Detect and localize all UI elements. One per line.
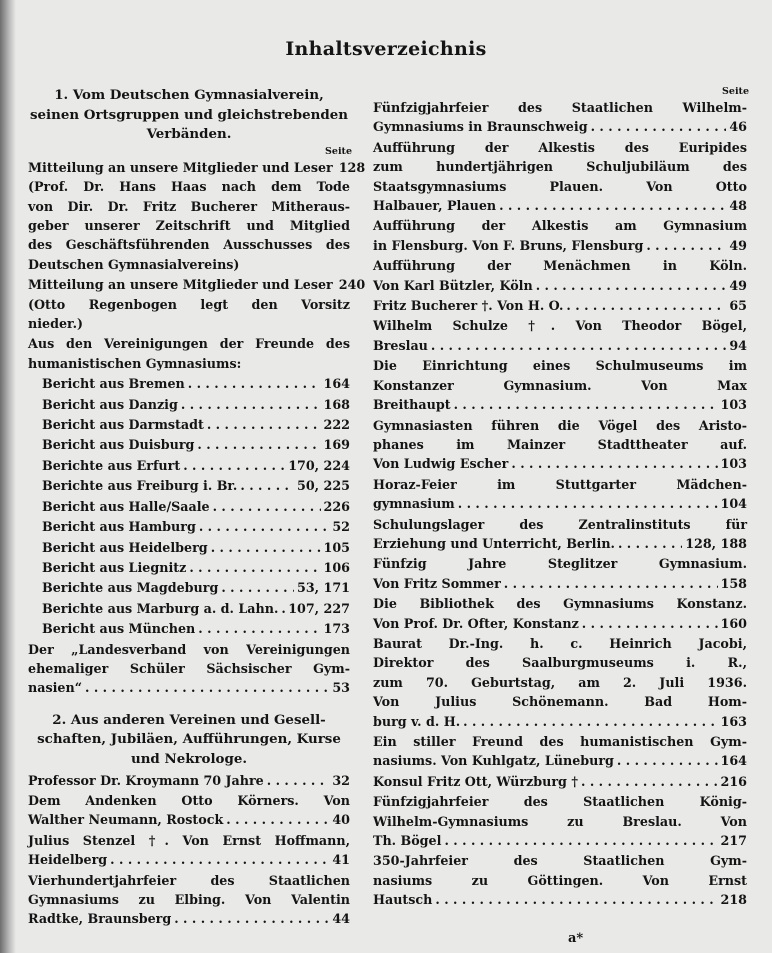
toc-entry-text: Von Ludwig Escher bbox=[373, 456, 509, 472]
toc-entry-text: Ein stiller Freund des humanistischen Gym- bbox=[373, 734, 747, 749]
toc-entry bbox=[373, 594, 747, 633]
page-number: 160 bbox=[720, 615, 747, 631]
toc-entry-text: Bericht aus Liegnitz bbox=[42, 559, 187, 575]
page-number: 105 bbox=[323, 539, 350, 555]
dot-leader bbox=[188, 374, 321, 393]
toc-entry-text: Aufführung der Alkestis am Gymnasium bbox=[373, 218, 747, 234]
toc-entry-line bbox=[373, 851, 747, 870]
page-number: 216 bbox=[720, 773, 747, 789]
toc-entry-text: Mitteilung an unsere Mitglieder und Leser bbox=[28, 159, 333, 175]
toc-entry bbox=[373, 356, 747, 414]
toc-entry bbox=[28, 395, 350, 414]
section-heading-line: und Nekrologe. bbox=[130, 750, 248, 767]
right-column bbox=[373, 86, 747, 911]
toc-entry-line bbox=[28, 334, 350, 353]
toc-entry-text: Bericht aus Darmstadt bbox=[42, 417, 204, 433]
toc-entry-line bbox=[373, 296, 747, 315]
toc-entry-text: nasien“ bbox=[28, 680, 83, 696]
toc-entry-text: Aufführung der Alkestis des Euripides bbox=[373, 139, 747, 155]
toc-entry-line bbox=[28, 678, 350, 697]
dot-leader bbox=[189, 558, 320, 577]
toc-entry-line bbox=[373, 653, 747, 672]
toc-entry-line bbox=[28, 275, 366, 294]
toc-entry-line bbox=[28, 235, 350, 254]
toc-entry-text: Von Julius Schönemann. Bad Hom- bbox=[373, 694, 747, 710]
toc-entry-line bbox=[28, 659, 350, 678]
page-number: 128 bbox=[338, 159, 366, 175]
toc-entry bbox=[373, 851, 747, 909]
toc-entry bbox=[28, 558, 350, 577]
toc-entry-line bbox=[28, 810, 350, 829]
toc-entry-text: Walther Neumann, Rostock bbox=[28, 812, 224, 828]
toc-entry-text: Breithaupt bbox=[373, 397, 451, 413]
toc-entry-line bbox=[373, 395, 747, 414]
page-number: 49 bbox=[729, 237, 747, 253]
page-number: 164 bbox=[323, 376, 350, 392]
toc-entry-text: Radtke, Braunsberg bbox=[28, 911, 172, 927]
dot-leader bbox=[463, 712, 717, 731]
toc-entry-text: Vierhundertjahrfeier des Staatlichen bbox=[28, 872, 350, 888]
toc-entry-line bbox=[28, 216, 350, 235]
section-heading bbox=[28, 711, 350, 770]
toc-entry bbox=[373, 634, 747, 731]
page-title: Inhaltsverzeichnis bbox=[285, 38, 487, 60]
toc-entry-line bbox=[373, 634, 747, 653]
page-number: 94 bbox=[729, 337, 747, 353]
toc-entry-text: Breslau bbox=[373, 337, 428, 353]
toc-entry-text: Hautsch bbox=[373, 892, 433, 908]
toc-entry-line bbox=[373, 534, 747, 553]
dot-leader bbox=[281, 599, 285, 618]
page-number: 128, 188 bbox=[685, 535, 747, 551]
toc-entry-line bbox=[373, 712, 747, 731]
toc-entry-line bbox=[373, 732, 747, 751]
toc-entry bbox=[28, 456, 350, 475]
toc-entry-text: humanistischen Gymnasiums: bbox=[28, 355, 242, 371]
section-heading-line: Verbänden. bbox=[146, 126, 232, 143]
toc-entry bbox=[373, 296, 747, 315]
toc-entry-text: burg v. d. H. bbox=[373, 713, 461, 729]
section-heading-line: seinen Ortsgruppen und gleichstrebenden bbox=[29, 106, 348, 123]
section-heading-line: 1. Vom Deutschen Gymnasialverein, bbox=[54, 87, 324, 103]
page-number: 48 bbox=[729, 198, 747, 214]
toc-entry-line bbox=[28, 871, 350, 890]
toc-entry-text: Bericht aus Duisburg bbox=[42, 437, 195, 453]
page-number: 173 bbox=[323, 621, 350, 637]
section-heading bbox=[28, 86, 350, 145]
toc-entry-line bbox=[373, 138, 747, 157]
page-number: 103 bbox=[720, 397, 747, 413]
toc-entry-text: Fünfzig Jahre Steglitzer Gymnasium. bbox=[373, 556, 747, 572]
signature-mark: a* bbox=[568, 931, 584, 946]
toc-entry-line bbox=[373, 673, 747, 692]
left-column bbox=[28, 86, 366, 930]
toc-entry-line bbox=[373, 871, 747, 890]
section-heading-line: 2. Aus anderen Vereinen und Gesell- bbox=[52, 711, 326, 728]
toc-entry-line bbox=[373, 157, 747, 176]
toc-entry-text: Bericht aus Halle/Saale bbox=[42, 498, 210, 514]
toc-entry bbox=[373, 475, 747, 514]
toc-entry-text: Direktor des Saalburgmuseums i. R., bbox=[373, 655, 747, 671]
toc-entry-line bbox=[373, 494, 747, 513]
toc-entry-text: Konsul Fritz Ott, Würzburg † bbox=[373, 773, 578, 789]
toc-entry bbox=[28, 158, 366, 274]
toc-entry bbox=[28, 275, 366, 333]
dot-leader bbox=[618, 534, 682, 553]
toc-entry-line bbox=[373, 890, 747, 909]
page-number: 107, 227 bbox=[288, 600, 350, 616]
dot-leader bbox=[221, 578, 294, 597]
dot-leader bbox=[511, 454, 717, 473]
toc-entry-text: Aufführung der Menächmen in Köln. bbox=[373, 258, 747, 274]
toc-entry-text: nieder.) bbox=[28, 316, 83, 332]
toc-entry bbox=[373, 256, 747, 295]
toc-entry bbox=[373, 316, 747, 355]
toc-entry-line bbox=[28, 831, 350, 850]
page-number: 65 bbox=[729, 298, 747, 314]
dot-leader bbox=[582, 614, 718, 633]
toc-entry-text: Gymnasiasten führen die Vögel des Aristo- bbox=[373, 417, 747, 433]
toc-entry-text: Wilhelm-Gymnasiums zu Breslau. Von bbox=[373, 813, 747, 829]
toc-entry-text: Heidelberg bbox=[28, 852, 108, 868]
toc-entry-line bbox=[28, 354, 350, 373]
dot-leader bbox=[213, 497, 321, 516]
toc-entry-text: zum 70. Geburtstag, am 2. Juli 1936. bbox=[373, 674, 747, 690]
toc-entry-line bbox=[42, 415, 350, 434]
dot-leader bbox=[646, 236, 726, 255]
page-number: 53, 171 bbox=[297, 580, 350, 596]
toc-entry-line bbox=[28, 791, 350, 810]
toc-entry-line bbox=[373, 236, 747, 255]
toc-entry-line bbox=[42, 558, 350, 577]
toc-entry-line bbox=[373, 792, 747, 811]
toc-entry-line bbox=[373, 475, 747, 494]
toc-entry-text: Bericht aus Danzig bbox=[42, 396, 178, 412]
page-column-label: Seite bbox=[325, 145, 352, 157]
page-number: 104 bbox=[720, 496, 747, 512]
section-gap bbox=[28, 699, 350, 711]
toc-entry-line bbox=[373, 751, 747, 770]
dot-leader bbox=[174, 909, 329, 928]
toc-entry bbox=[373, 515, 747, 554]
toc-entry-text: ehemaliger Schüler Sächsischer Gym- bbox=[28, 660, 350, 676]
toc-entry-line bbox=[373, 376, 747, 395]
toc-entry-text: Aus den Vereinigungen der Freunde des bbox=[28, 336, 350, 352]
toc-entry bbox=[373, 554, 747, 593]
toc-entry-line bbox=[42, 538, 350, 557]
dot-leader bbox=[197, 435, 320, 454]
toc-entry-text: Berichte aus Magdeburg bbox=[42, 580, 219, 596]
toc-entry bbox=[28, 599, 350, 618]
dot-leader bbox=[198, 619, 320, 638]
toc-entry-text: Die Einrichtung eines Schulmuseums im bbox=[373, 358, 747, 374]
toc-entry-text: nasiums zu Göttingen. Von Ernst bbox=[373, 872, 747, 888]
toc-entry-text: Mitteilung an unsere Mitglieder und Leser bbox=[28, 277, 333, 293]
toc-entry bbox=[373, 732, 747, 771]
toc-entry-text: 350-Jahrfeier des Staatlichen Gym- bbox=[373, 853, 747, 869]
toc-entry-text: Baurat Dr.-Ing. h. c. Heinrich Jacobi, bbox=[373, 635, 747, 651]
page-number: 106 bbox=[323, 559, 350, 575]
dot-leader bbox=[591, 117, 727, 136]
toc-entry-line bbox=[373, 98, 747, 117]
page-column-label: Seite bbox=[722, 86, 749, 97]
toc-entry-line bbox=[373, 276, 747, 295]
page-number: 52 bbox=[332, 519, 350, 535]
page-number: 170, 224 bbox=[288, 457, 350, 473]
toc-entry-line bbox=[28, 158, 366, 177]
toc-entry-line bbox=[373, 594, 747, 613]
toc-entry-text: Bericht aus Heidelberg bbox=[42, 539, 208, 555]
toc-entry bbox=[28, 831, 350, 870]
page-number: 40 bbox=[332, 812, 350, 828]
toc-entry-line bbox=[42, 497, 350, 516]
page-number: 50, 225 bbox=[297, 478, 350, 494]
page-number: 218 bbox=[720, 892, 747, 908]
toc-entry bbox=[28, 497, 350, 516]
toc-entry-line bbox=[28, 640, 350, 659]
dot-leader bbox=[183, 456, 285, 475]
toc-entry-text: zum hundertjährigen Schuljubiläum des bbox=[373, 159, 747, 175]
page-number: 222 bbox=[323, 417, 350, 433]
toc-entry-text: Th. Bögel bbox=[373, 833, 442, 849]
toc-entry-line bbox=[373, 614, 747, 633]
toc-entry bbox=[373, 792, 747, 850]
toc-entry bbox=[28, 517, 350, 536]
toc-entry bbox=[28, 334, 350, 373]
toc-entry-line bbox=[373, 316, 747, 335]
page-number: 240 bbox=[338, 277, 366, 293]
page-number: 49 bbox=[729, 277, 747, 293]
toc-entry-line bbox=[28, 771, 350, 790]
toc-entry-line bbox=[373, 772, 747, 791]
toc-entry-text: Bericht aus Bremen bbox=[42, 376, 185, 392]
toc-entry-text: Fünfzigjahrfeier des Staatlichen Wilhelm- bbox=[373, 100, 747, 115]
dot-leader bbox=[85, 678, 329, 697]
toc-entry-line bbox=[373, 196, 747, 215]
toc-entry-line bbox=[28, 909, 350, 928]
toc-entry-text: Bericht aus München bbox=[42, 621, 196, 637]
toc-entry bbox=[28, 415, 350, 434]
toc-entry bbox=[373, 98, 747, 137]
toc-entry-line bbox=[42, 395, 350, 414]
dot-leader bbox=[211, 538, 321, 557]
toc-entry-text: Konstanzer Gymnasium. Von Max bbox=[373, 377, 747, 393]
dot-leader bbox=[181, 395, 321, 414]
toc-entry-text: (Otto Regenbogen legt den Vorsitz bbox=[28, 296, 350, 312]
toc-entry-line bbox=[373, 574, 747, 593]
page-number: 169 bbox=[323, 437, 350, 453]
toc-entry-text: Dem Andenken Otto Körners. Von bbox=[28, 792, 350, 808]
toc-entry-line bbox=[373, 416, 747, 435]
toc-entry-text: Die Bibliothek des Gymnasiums Konstanz. bbox=[373, 596, 747, 612]
toc-entry-text: Fritz Bucherer †. Von H. O. bbox=[373, 298, 564, 314]
toc-entry-text: Erziehung und Unterricht, Berlin. bbox=[373, 535, 615, 551]
toc-entry-line bbox=[373, 515, 747, 534]
page-number: 32 bbox=[332, 772, 350, 788]
toc-entry-text: Berichte aus Freiburg i. Br. bbox=[42, 478, 238, 494]
toc-entry-text: Deutschen Gymnasialvereins) bbox=[28, 256, 240, 272]
toc-entry bbox=[28, 619, 350, 638]
toc-entry-text: Berichte aus Erfurt bbox=[42, 457, 181, 473]
dot-leader bbox=[499, 196, 726, 215]
page-number: 103 bbox=[720, 456, 747, 472]
toc-entry-line bbox=[42, 578, 350, 597]
toc-entry-line bbox=[373, 216, 747, 235]
toc-entry bbox=[373, 216, 747, 255]
toc-entry-line bbox=[42, 476, 350, 495]
toc-entry-text: phanes im Mainzer Stadttheater auf. bbox=[373, 436, 747, 452]
dot-leader bbox=[435, 890, 717, 909]
toc-entry-line bbox=[28, 890, 350, 909]
toc-entry bbox=[28, 640, 350, 698]
page-number: 226 bbox=[323, 498, 350, 514]
toc-entry-line bbox=[373, 435, 747, 454]
toc-entry-text: geber unserer Zeitschrift und Mitglied bbox=[28, 218, 350, 233]
toc-entry bbox=[28, 578, 350, 597]
dot-leader bbox=[454, 395, 718, 414]
toc-entry bbox=[28, 374, 350, 393]
toc-entry-line bbox=[373, 256, 747, 275]
toc-entry-line bbox=[373, 812, 747, 831]
toc-entry-line bbox=[373, 692, 747, 711]
toc-entry-line bbox=[373, 117, 747, 136]
dot-leader bbox=[458, 494, 718, 513]
toc-entry-line bbox=[28, 197, 350, 216]
dot-leader bbox=[431, 336, 726, 355]
toc-entry-line bbox=[373, 177, 747, 196]
dot-leader bbox=[267, 771, 330, 790]
toc-entry-line bbox=[28, 177, 350, 196]
dot-leader bbox=[226, 810, 329, 829]
toc-entry-line bbox=[42, 599, 350, 618]
toc-entry bbox=[28, 871, 350, 929]
toc-entry-text: Halbauer, Plauen bbox=[373, 198, 497, 214]
toc-entry-text: (Prof. Dr. Hans Haas nach dem Tode bbox=[28, 179, 350, 195]
toc-entry bbox=[28, 771, 350, 790]
dot-leader bbox=[504, 574, 718, 593]
toc-entry-text: Professor Dr. Kroymann 70 Jahre bbox=[28, 772, 264, 788]
toc-entry-text: Berichte aus Marburg a. d. Lahn. bbox=[42, 600, 279, 616]
toc-entry-line bbox=[42, 619, 350, 638]
toc-entry-text: Staatsgymnasiums Plauen. Von Otto bbox=[373, 178, 747, 194]
toc-entry bbox=[28, 476, 350, 495]
toc-entry-line bbox=[42, 374, 350, 393]
toc-entry-text: nasiums. Von Kuhlgatz, Lüneburg bbox=[373, 753, 614, 769]
toc-entry-text: Gymnasiums in Braunschweig bbox=[373, 119, 588, 135]
toc-entry bbox=[373, 772, 747, 791]
page-number: 158 bbox=[720, 575, 747, 591]
toc-entry bbox=[28, 791, 350, 830]
dot-leader bbox=[566, 296, 726, 315]
page-number: 46 bbox=[729, 119, 747, 135]
toc-entry-text: von Dir. Dr. Fritz Bucherer Mitheraus- bbox=[28, 198, 350, 214]
toc-entry-text: Der „Landesverband von Vereinigungen bbox=[28, 641, 350, 657]
dot-leader bbox=[444, 831, 717, 850]
toc-entry-text: Von Fritz Sommer bbox=[373, 575, 501, 591]
toc-entry-text: Horaz-Feier im Stuttgarter Mädchen- bbox=[373, 476, 747, 492]
page-number: 44 bbox=[332, 911, 350, 927]
toc-entry bbox=[373, 416, 747, 474]
toc-entry-text: Wilhelm Schulze †. Von Theodor Bögel, bbox=[373, 318, 747, 334]
dot-leader bbox=[240, 476, 294, 495]
page-number: 164 bbox=[720, 753, 747, 769]
toc-entry-line bbox=[373, 336, 747, 355]
page-number: 217 bbox=[720, 833, 747, 849]
page-number: 41 bbox=[332, 852, 350, 868]
toc-entry-line bbox=[28, 850, 350, 869]
toc-entry-text: Bericht aus Hamburg bbox=[42, 519, 196, 535]
page-number: 163 bbox=[720, 713, 747, 729]
toc-entry-text: Schulungslager des Zentralinstituts für bbox=[373, 516, 747, 532]
toc-entry-text: Gymnasiums zu Elbing. Von Valentin bbox=[28, 891, 350, 907]
toc-entry-text: Von Karl Bützler, Köln bbox=[373, 277, 533, 293]
toc-entry-text: Von Prof. Dr. Ofter, Konstanz bbox=[373, 615, 579, 631]
toc-entry-line bbox=[42, 456, 350, 475]
toc-entry-line bbox=[373, 356, 747, 375]
dot-leader bbox=[617, 751, 718, 770]
toc-entry-text: Julius Stenzel †. Von Ernst Hoffmann, bbox=[28, 832, 350, 848]
toc-entry-line bbox=[28, 255, 350, 274]
toc-entry bbox=[373, 138, 747, 216]
dot-leader bbox=[536, 276, 727, 295]
toc-entry-text: gymnasium bbox=[373, 496, 455, 512]
toc-entry-line bbox=[28, 314, 350, 333]
toc-entry-line bbox=[373, 554, 747, 573]
dot-leader bbox=[199, 517, 330, 536]
toc-entry-text: des Geschäftsführenden Ausschusses des bbox=[28, 237, 350, 253]
dot-leader bbox=[110, 850, 329, 869]
toc-entry-line bbox=[42, 435, 350, 454]
page-number: 53 bbox=[332, 680, 350, 696]
toc-entry-line bbox=[42, 517, 350, 536]
toc-entry-line bbox=[373, 831, 747, 850]
toc-entry-line bbox=[373, 454, 747, 473]
page-number: 168 bbox=[323, 396, 350, 412]
toc-entry bbox=[28, 538, 350, 557]
toc-entry-line bbox=[28, 295, 350, 314]
toc-entry-text: in Flensburg. Von F. Bruns, Flensburg bbox=[373, 237, 644, 253]
dot-leader bbox=[207, 415, 321, 434]
section-heading-line: schaften, Jubiläen, Aufführungen, Kurse bbox=[37, 731, 341, 748]
toc-entry-text: Fünfzigjahrfeier des Staatlichen König- bbox=[373, 794, 747, 810]
dot-leader bbox=[581, 772, 718, 791]
toc-entry bbox=[28, 435, 350, 454]
